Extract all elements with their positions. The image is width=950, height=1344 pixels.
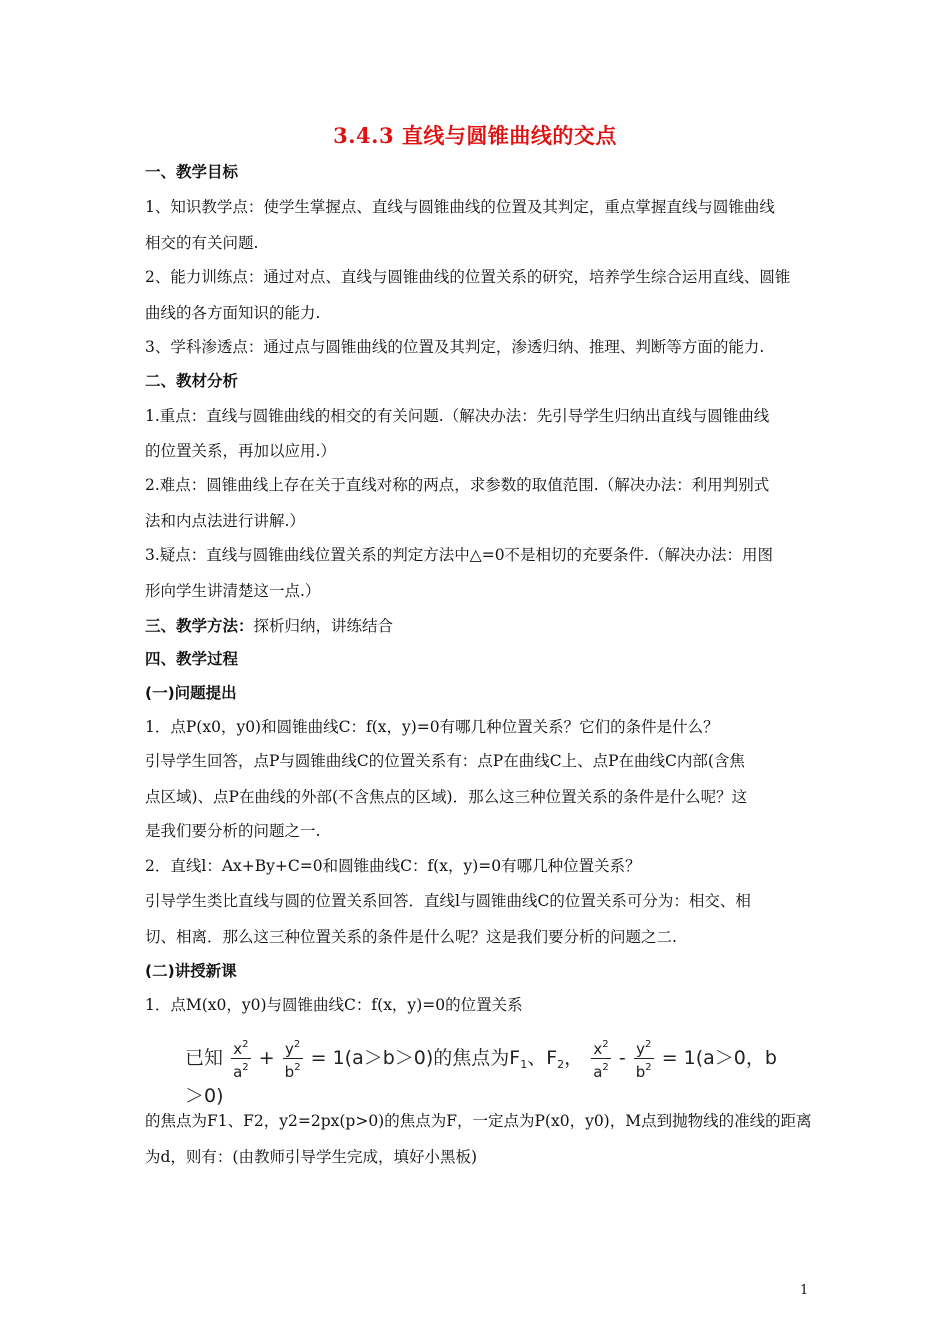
paragraph-line: 1．点P(x0，y0)和圆锥曲线C：f(x，y)=0有哪几种位置关系？它们的条件是什么？	[145, 718, 719, 736]
section-heading-process: 四、教学过程	[145, 650, 239, 668]
paragraph-line: 曲线的各方面知识的能力.	[145, 304, 321, 322]
paragraph-line: 切、相离．那么这三种位置关系的条件是什么呢？这是我们要分析的问题之二.	[145, 928, 677, 946]
section-heading-analysis: 二、教材分析	[145, 372, 239, 390]
conic-formula: 已知 $\frac{x^2}{a^2}$ + $\frac{y^2}{b^2}$ = 1(a＞b＞0)的焦点为$F_1$、$F_2$， $\frac{x^2}{a^2}$ - $\frac{y^2}{b^2}$ = 1(a＞0，b＞0)	[185, 1036, 785, 1096]
subsection-heading-questions: (一)问题提出	[145, 684, 237, 702]
fraction-x-over-a: $\frac{x^2}{a^2}$	[231, 1036, 251, 1081]
paragraph-line: 点区域)、点P在曲线的外部(不含焦点的区域)．那么这三种位置关系的条件是什么呢？这	[145, 788, 748, 806]
paragraph-line: 法和内点法进行讲解.）	[145, 512, 305, 530]
paragraph-line: 相交的有关问题.	[145, 234, 259, 252]
paragraph-line: 的位置关系，再加以应用.）	[145, 442, 336, 460]
paragraph-line: 2、能力训练点：通过对点、直线与圆锥曲线的位置关系的研究，培养学生综合运用直线、圆锥	[145, 268, 791, 286]
fraction-y-over-b: $\frac{y^2}{b^2}$	[283, 1036, 303, 1081]
paragraph-line: 引导学生回答，点P与圆锥曲线C的位置关系有：点P在曲线C上、点P在曲线C内部(含焦	[145, 752, 745, 770]
paragraph-line: 的焦点为F1、F2，y2=2px(p>0)的焦点为F，一定点为P(x0，y0)，M点到抛物线的准线的距离	[145, 1112, 812, 1130]
paragraph-line: 1．点M(x0，y0)与圆锥曲线C：f(x，y)=0的位置关系	[145, 996, 523, 1014]
paragraph-line: 2.难点：圆锥曲线上存在关于直线对称的两点，求参数的取值范围.（解决办法：利用判别式	[145, 476, 770, 494]
section-heading-objectives: 一、教学目标	[145, 163, 239, 181]
paragraph-line: 是我们要分析的问题之一.	[145, 822, 321, 840]
section-heading-methods: 三、教学方法：	[145, 617, 254, 635]
paragraph-line: 1、知识教学点：使学生掌握点、直线与圆锥曲线的位置及其判定，重点掌握直线与圆锥曲线	[145, 198, 775, 216]
subsection-heading-new-lesson: (二)讲授新课	[145, 962, 237, 980]
fraction-y-over-b-hyperbola: $\frac{y^2}{b^2}$	[634, 1036, 654, 1081]
fraction-x-over-a-hyperbola: $\frac{x^2}{a^2}$	[591, 1036, 611, 1081]
document-title: 3.4.3 直线与圆锥曲线的交点	[333, 123, 617, 148]
section-methods	[145, 615, 825, 637]
paragraph-line: 1.重点：直线与圆锥曲线的相交的有关问题.（解决办法：先引导学生归纳出直线与圆锥曲线	[145, 407, 770, 425]
methods-text: 探析归纳，讲练结合	[253, 617, 394, 635]
page-number: 1	[800, 1283, 809, 1298]
paragraph-line: 为d，则有：(由教师引导学生完成，填好小黑板)	[145, 1148, 478, 1166]
paragraph-line: 3、学科渗透点：通过点与圆锥曲线的位置及其判定，渗透归纳、推理、判断等方面的能力.	[145, 338, 765, 356]
paragraph-line: 3.疑点：直线与圆锥曲线位置关系的判定方法中△=0不是相切的充要条件.（解决办法：用图	[145, 546, 773, 564]
paragraph-line: 引导学生类比直线与圆的位置关系回答．直线l与圆锥曲线C的位置关系可分为：相交、相	[145, 892, 751, 910]
paragraph-line: 形向学生讲清楚这一点.）	[145, 582, 321, 600]
paragraph-line: 2．直线l：Ax+By+C=0和圆锥曲线C：f(x，y)=0有哪几种位置关系？	[145, 857, 641, 875]
